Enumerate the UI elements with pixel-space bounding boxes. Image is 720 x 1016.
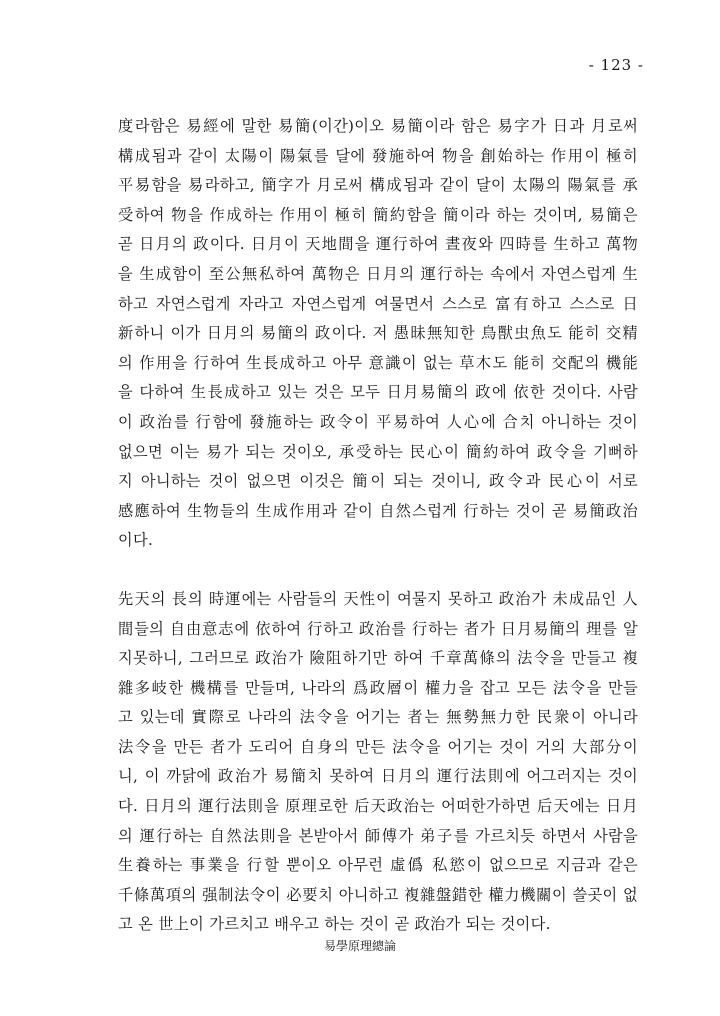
text-line: 新하니 이가 日月의 易簡의 政이다. 저 愚昧無知한 鳥獸虫魚도 能히 交精 [118, 324, 638, 343]
paragraph-gap [118, 556, 638, 585]
text-line: 을 生成함이 至公無私하여 萬物은 日月의 運行하는 속에서 자연스럽게 生 [118, 264, 638, 283]
text-line: 을 다하여 生長成하고 있는 것은 모두 日月易簡의 政에 依한 것이다. 사람 [118, 383, 638, 402]
text-line: 하고 자연스럽게 자라고 자연스럽게 여물면서 스스로 富有하고 스스로 日 [118, 294, 638, 313]
text-line: 雜多岐한 機構를 만들며, 나라의 爲政層이 權力을 잡고 모든 法令을 만들 [118, 678, 638, 697]
text-line: 지 아니하는 것이 없으면 이것은 簡이 되는 것이니, 政令과 民心이 서로 [118, 472, 638, 491]
text-line: 고 있는데 實際로 나라의 法令을 어기는 者는 無勢無力한 民衆이 아니라 [118, 708, 638, 727]
page-number: - 123 - [588, 56, 644, 74]
text-line: 感應하여 生物들의 生成作用과 같이 自然스럽게 行하는 것이 곧 易簡政治 [118, 501, 638, 520]
text-line: 다. 日月의 運行法則을 原理로한 后天政治는 어떠한가하면 后天에는 日月 [118, 797, 638, 816]
text-line: 없으면 이는 易가 되는 것이오, 承受하는 民心이 簡約하여 政令을 기뻐하 [118, 442, 638, 461]
text-line: 度라함은 易經에 말한 易簡(이간)이오 易簡이라 함은 易字가 日과 月로써 [118, 117, 638, 135]
text-line: 生養하는 事業을 行할 뿐이오 아무런 虛僞 私慾이 없으므로 지금과 같은 [118, 856, 638, 875]
text-line: 고 온 世上이 가르치고 배우고 하는 것이 곧 政治가 되는 것이다. [118, 915, 551, 934]
text-line: 平易함을 易라하고, 簡字가 月로써 構成됨과 같이 달이 太陽의 陽氣를 承 [118, 176, 638, 195]
text-line: 이 政治를 行함에 發施하는 政令이 平易하여 人心에 合치 아니하는 것이 [118, 412, 638, 431]
footer-book-title: 易學原理總論 [323, 939, 396, 953]
text-line: 의 運行하는 自然法則을 본받아서 師傅가 弟子를 가르치듯 하면서 사람을 [118, 826, 638, 845]
text-line: 千條萬項의 强制法令이 必要치 아니하고 複雜盤錯한 權力機關이 쓸곳이 없 [118, 885, 638, 904]
text-line: 間들의 自由意志에 依하여 行하고 政治를 行하는 者가 日月易簡의 理를 알 [118, 619, 638, 638]
text-line: 의 作用을 行하여 生長成하고 아무 意識이 없는 草木도 能히 交配의 機能 [118, 353, 638, 372]
paragraph [118, 585, 638, 940]
text-line: 法令을 만든 者가 도리어 自身의 만든 法令을 어기는 것이 거의 大部分이 [118, 737, 638, 756]
text-line: 先天의 長의 時運에는 사람들의 天性이 여물지 못하고 政治가 未成品인 人 [118, 589, 638, 608]
body-text [118, 112, 638, 940]
text-line: 受하여 物을 作成하는 作用이 極히 簡約함을 簡이라 하는 것이며, 易簡은 [118, 205, 638, 224]
text-line: 지못하니, 그러므로 政治가 險阻하기만 하여 千章萬條의 法令을 만들고 複 [118, 649, 638, 668]
text-line: 이다. [118, 531, 154, 550]
text-line: 곧 日月의 政이다. 日月이 天地間을 運行하여 晝夜와 四時를 生하고 萬物 [118, 235, 638, 254]
text-line: 構成됨과 같이 太陽이 陽氣를 달에 發施하여 物을 創始하는 作用이 極히 [118, 146, 638, 165]
text-line: 니, 이 까닭에 政治가 易簡치 못하여 日月의 運行法則에 어그러지는 것이 [118, 767, 638, 786]
paragraph [118, 112, 638, 556]
